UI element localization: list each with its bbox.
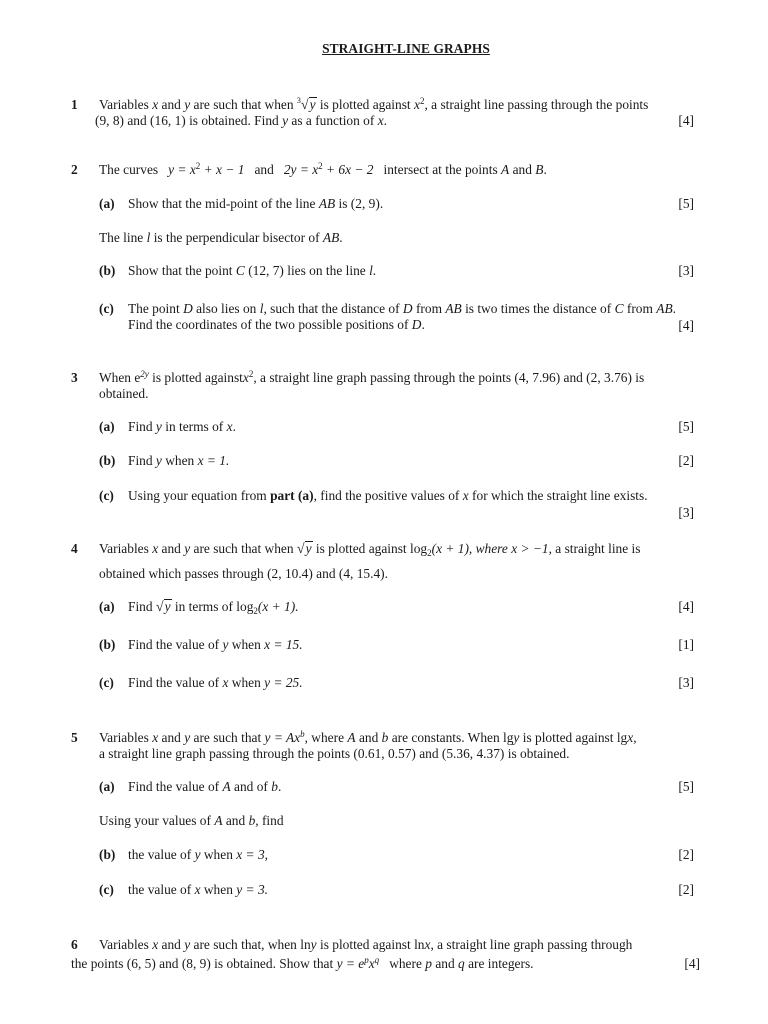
marks: [5]: [678, 779, 694, 794]
marks: [4]: [678, 318, 694, 333]
root-sign-icon: √: [155, 600, 164, 615]
equation: 2y = x: [283, 162, 319, 177]
question-2-text: The curves $y = x^2 + x - 1$ and $2y = x^2 + 6x - 2$ intersect at the points A and B.: [99, 161, 547, 177]
part-text: The point D also lies on l, such that the distance of D from AB is two times the distance of C from AB. Find the coordinates of the two possible positions of D.: [128, 301, 676, 332]
question-1-line-2: (9, 8) and (16, 1) is obtained. Find y as a function of x.: [95, 113, 387, 128]
marks: [1]: [678, 637, 694, 652]
part-text: Find √y in terms of $\log_2(x + 1)$.: [128, 599, 299, 616]
part-label: (a): [99, 599, 115, 614]
part-label: (c): [99, 301, 114, 316]
statement-text: Using your values of A and b, find: [99, 813, 284, 828]
part-label: (b): [99, 263, 116, 278]
marks: [2]: [678, 882, 694, 897]
part-label: (b): [99, 637, 116, 652]
question-4-line-2: obtained which passes through (2, 10.4) and (4, 15.4).: [99, 566, 388, 581]
question-number: 2: [71, 162, 78, 177]
question-3-line-2: obtained.: [99, 386, 149, 401]
question-1-text: Variables x and y are such that when $^3$√y is plotted against $x^2$, a straight line passing through the points: [99, 96, 649, 113]
question-number: 3: [71, 370, 78, 385]
marks: [3]: [678, 675, 694, 690]
question-5-line-2: a straight line graph passing through the points (0.61, 0.57) and (5.36, 4.37) is obtained.: [99, 746, 570, 761]
marks: [4]: [684, 956, 700, 971]
statement-text: The line l is the perpendicular bisector of AB.: [99, 230, 343, 245]
part-text: Find the value of A and of b.: [128, 779, 282, 794]
root-sign-icon: √: [300, 98, 309, 113]
part-label: (c): [99, 488, 114, 503]
part-label: (c): [99, 675, 114, 690]
equation: y = x: [168, 162, 196, 177]
marks: [5]: [678, 196, 694, 211]
part-text: Find y when x = 1.: [128, 453, 230, 468]
marks: [4]: [678, 113, 694, 128]
marks: [3]: [678, 505, 694, 520]
part-label: (a): [99, 779, 115, 794]
part-label: (b): [99, 847, 116, 862]
question-3-text: When $e^{2y}$ is plotted againstx$^2$, a straight line graph passing through the points (4, 7.96) and (2, 3.76) is: [99, 369, 645, 385]
part-label: (a): [99, 196, 115, 211]
part-label: (a): [99, 419, 115, 434]
question-6-text: Variables x and y are such that, when lny is plotted against lnx, a straight line graph passing through: [99, 937, 633, 952]
part-text: Show that the point C (12, 7) lies on the line l.: [128, 263, 377, 278]
question-6-line-2: the points (6, 5) and (8, 9) is obtained. Show that $y = e^px^q$ where p and q are integers.: [71, 955, 534, 971]
question-number: 6: [71, 937, 78, 952]
part-text: Find y in terms of x.: [128, 419, 236, 434]
part-label: (c): [99, 882, 114, 897]
question-number: 4: [71, 541, 78, 556]
marks: [5]: [678, 419, 694, 434]
root-sign-icon: √: [296, 542, 305, 557]
marks: [3]: [678, 263, 694, 278]
question-number: 1: [71, 97, 78, 112]
marks: [4]: [678, 599, 694, 614]
marks: [2]: [678, 453, 694, 468]
part-text: the value of x when y = 3.: [128, 882, 268, 897]
question-number: 5: [71, 730, 78, 745]
marks: [2]: [678, 847, 694, 862]
part-label: (b): [99, 453, 116, 468]
question-4-text: Variables x and y are such that when √y is plotted against $\log_2(x + 1)$, where x > −1, a straight line is: [99, 541, 641, 558]
page-title: STRAIGHT-LINE GRAPHS: [322, 41, 490, 56]
part-text: Find the value of x when y = 25.: [128, 675, 303, 690]
part-text: Find the value of y when x = 15.: [128, 637, 303, 652]
part-text: Show that the mid-point of the line AB is (2, 9).: [128, 196, 384, 211]
part-text: the value of y when x = 3,: [128, 847, 268, 862]
part-text: Using your equation from part (a), find the positive values of x for which the straight line exists.: [128, 488, 648, 503]
question-5-text: Variables x and y are such that $y = Ax^b$, where A and b are constants. When lgy is plotted against lgx,: [99, 729, 637, 745]
